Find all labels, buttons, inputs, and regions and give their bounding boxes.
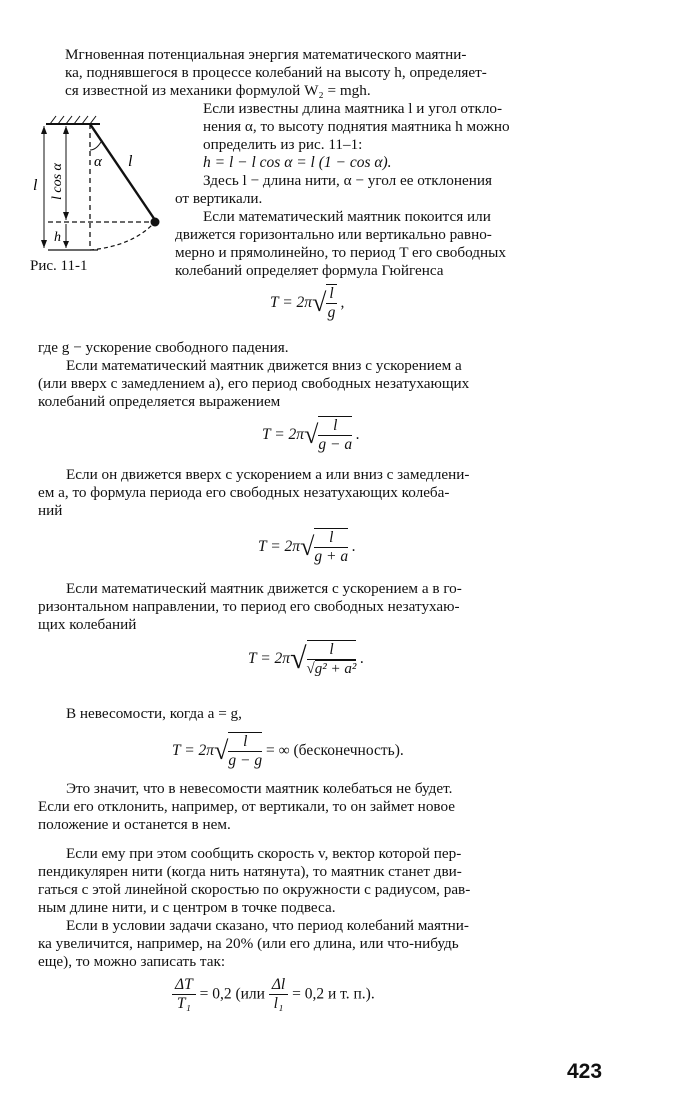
paragraph-string: Здесь l − длина нити, α − угол ее отклонения от вертикали. [175,172,492,207]
formula-weightless: T = 2π√ $\frac{l}{g - g}$ = ∞ (бесконечность). [172,733,404,769]
fig-label-alpha: α [94,154,102,170]
paragraph-height: Если известны длина маятника l и угол откло- нения α, то высоту поднятия маятника h можно определить из рис. 11–1: [203,100,510,153]
paragraph-weightless: В невесомости, когда a = g, [66,705,242,722]
paragraph-g: где g − ускорение свободного падения. [38,339,289,356]
fig-label-l-left: l [33,177,38,194]
formula-ratio: $\frac{\Delta T}{\text{T₁}}$ = 0,2 (или $\frac{\Delta l}{\text{l₁}}$ = 0,2 и т. п.). [172,976,375,1013]
formula-height: h = l − l cos α = l (1 − cos α). [203,154,392,171]
paragraph-up-accel: Если он движется вверх с ускорением a или вниз с замедлени- ем a, то формула периода его свободных незатухающих колеба- ний [38,466,470,519]
fig-label-h: h [54,230,61,245]
paragraph-velocity: Если ему при этом сообщить скорость v, вектор которой пер- пендикулярен нити (когда нить натянута), то маятник станет дви- гаться с этой линейной скоростью по окружности с радиусом, рав- ным длине нити, и с центром в точке подвеса. [38,845,471,916]
paragraph-down-accel: Если математический маятник движется вниз с ускорением a (или вверх с замедлением a), его период свободных незатухающих колебаний определяется выражением [38,357,470,410]
paragraph-huygens: Если математический маятник покоится или движется горизонтально или вертикально равно- мерно и прямолинейно, то период T его свободных колебаний определяет формула Гюйгенса [175,208,506,279]
page-number: 423 [567,1060,603,1083]
formula-up: T = 2π√ $\frac{l}{g + a}$ . [258,529,356,565]
formula-horizontal: T = 2π√ $\frac{l}{\text{√g² + a²}}$ . [248,641,365,677]
fig-label-l-string: l [128,153,133,170]
pendulum-figure [28,110,178,260]
paragraph-no-oscillation: Это значит, что в невесомости маятник колебаться не будет. Если его отклонить, например, от вертикали, то он займет новое положение и останется в нем. [38,780,455,833]
paragraph-period-increase: Если в условии задачи сказано, что период колебаний маятни- ка увеличится, например, на 20% (или его длина, или что-нибудь еще), то можно записать так: [38,917,469,970]
fig-label-lcos: l cos α [50,163,65,200]
paragraph-horizontal: Если математический маятник движется с ускорением a в го- ризонтальном направлении, то период его свободных незатухаю- щих колебаний [38,580,462,633]
formula-down: T = 2π√ $\frac{l}{g - a}$ . [262,417,360,453]
figure-caption: Рис. 11-1 [30,258,88,274]
formula-huygens: T = 2π√ $\frac{l}{g}$ , [270,285,345,321]
paragraph-potential-energy: Мгновенная потенциальная энергия математического маятни- ка, поднявшегося в процессе колебаний на высоту h, определяет- ся известной из механики формулой W₂ = mgh. [65,46,487,99]
